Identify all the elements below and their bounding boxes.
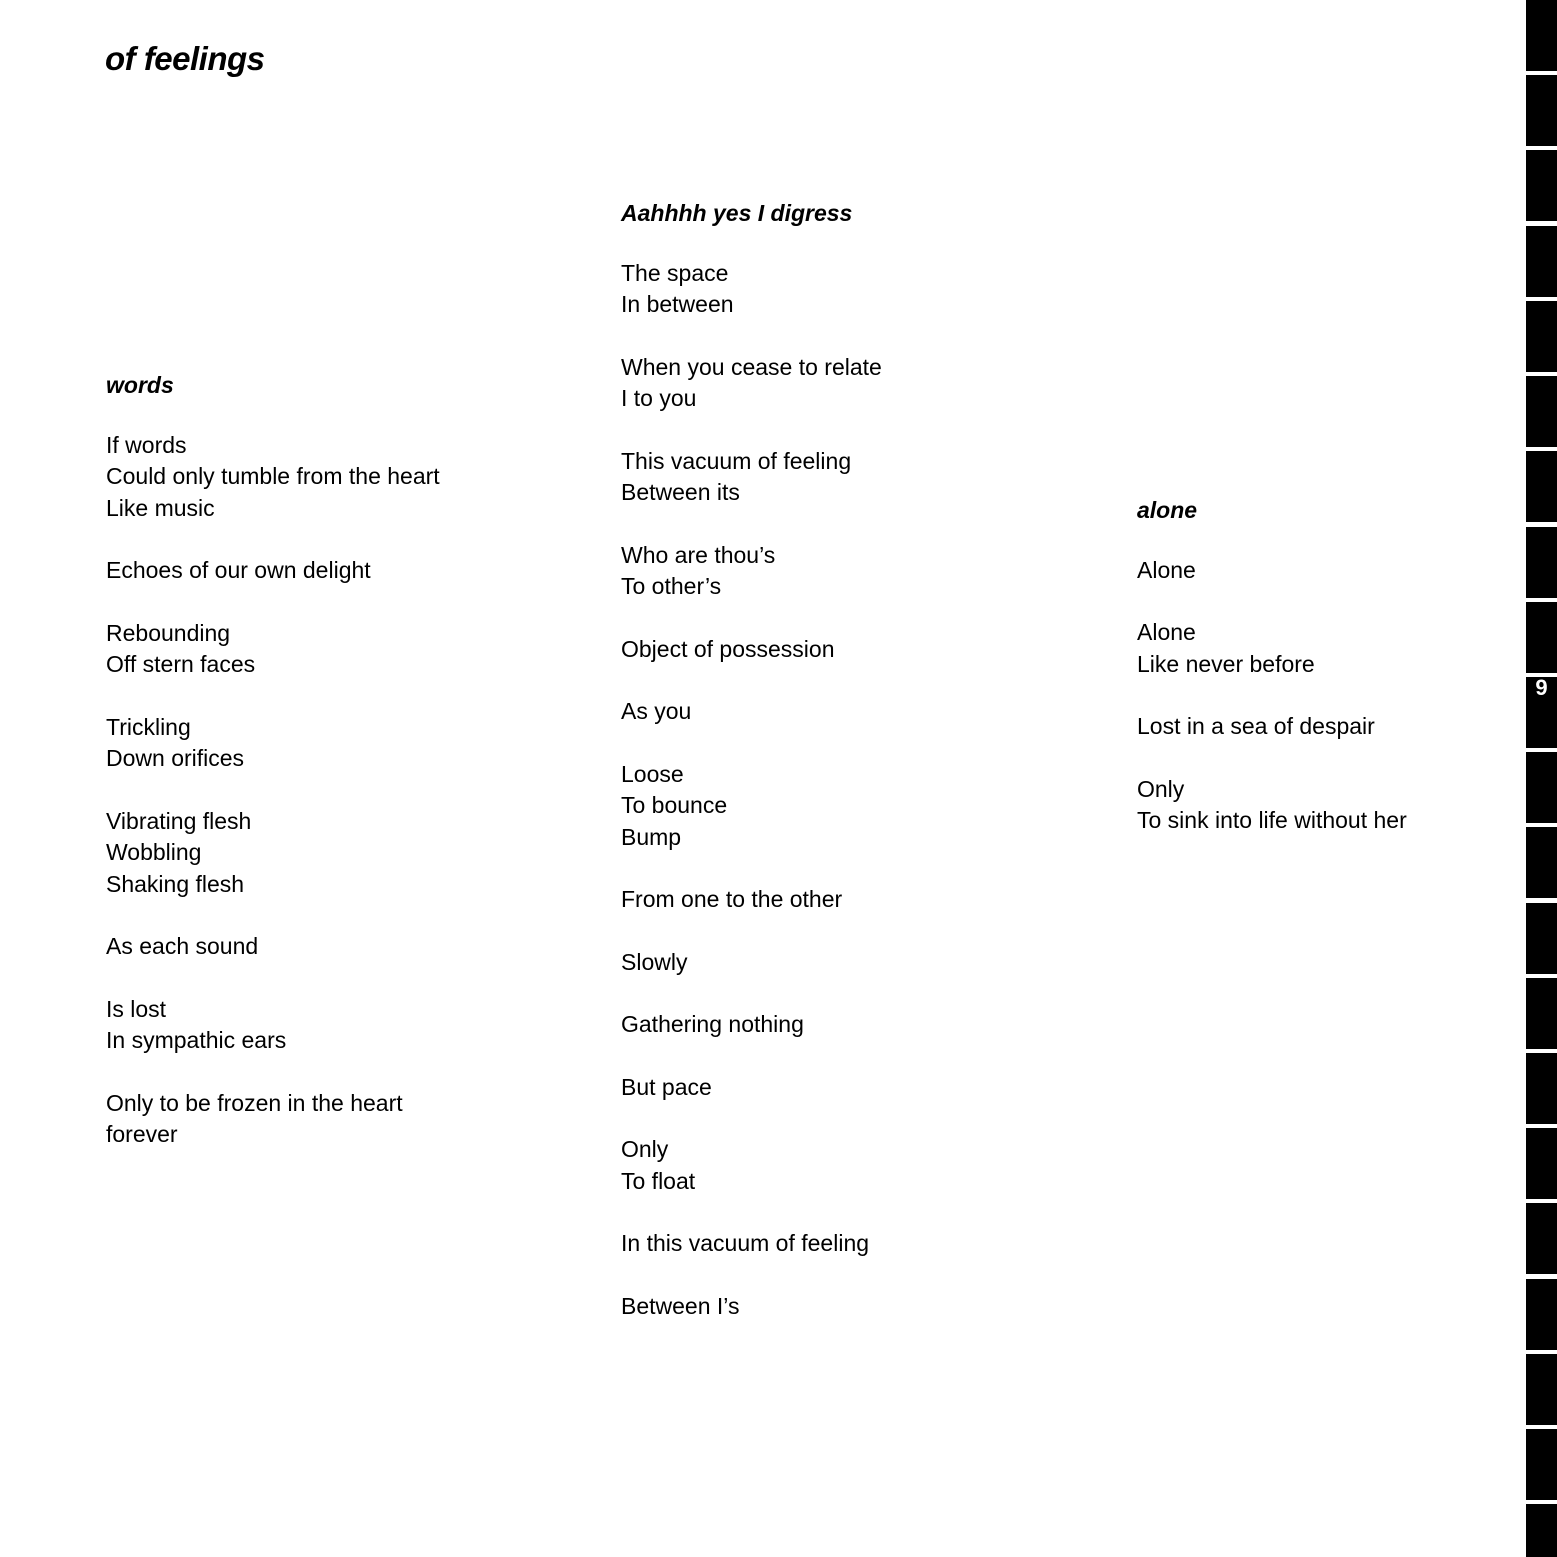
poem-line: Alone — [1137, 619, 1196, 645]
edge-tab — [1526, 0, 1557, 71]
stanza — [621, 634, 882, 666]
stanza — [621, 1134, 882, 1197]
poem-line: To other’s — [621, 573, 722, 599]
poem-line: Between its — [621, 479, 740, 505]
poem-line: Lost in a sea of despair — [1137, 713, 1375, 739]
poem-line: The space — [621, 259, 729, 286]
stanza — [621, 352, 882, 415]
poem-line: To float — [621, 1167, 696, 1194]
poem-line: Only — [1137, 775, 1185, 802]
page-title: of feelings — [105, 40, 265, 77]
edge-tab — [1526, 903, 1557, 974]
stanza — [621, 1072, 882, 1104]
poem-title: words — [106, 372, 174, 398]
stanza — [106, 712, 440, 775]
edge-tab — [1526, 376, 1557, 447]
stanza — [1137, 555, 1407, 587]
stanza — [621, 1009, 882, 1041]
poem-line: When you cease to relate — [621, 353, 882, 380]
poem-line: Loose — [621, 760, 684, 787]
poem-line: Like music — [106, 494, 215, 521]
stanza — [621, 759, 882, 854]
poem-line: Echoes of our own delight — [106, 557, 371, 583]
edge-tab — [1526, 827, 1557, 898]
poem-line: In between — [621, 291, 734, 317]
stanza — [1137, 774, 1407, 837]
stanza — [106, 931, 440, 963]
stanza — [621, 446, 882, 509]
poem-line: If words — [106, 431, 187, 458]
poem-line: Is lost — [106, 995, 167, 1022]
stanza — [106, 555, 440, 587]
poem-body — [1137, 555, 1407, 837]
poem-line: In this vacuum of feeling — [621, 1230, 870, 1256]
poem-line: Who are thou’s — [621, 541, 776, 568]
stanza — [621, 696, 882, 728]
stanza — [621, 947, 882, 979]
poem-line: I to you — [621, 385, 697, 411]
stanza — [621, 540, 882, 603]
poem-line: This vacuum of feeling — [621, 447, 852, 474]
stanza — [106, 806, 440, 901]
poem-title: Aahhhh yes I digress — [621, 200, 853, 226]
poem-line: Vibrating flesh — [106, 807, 252, 834]
edge-tab — [1526, 1504, 1557, 1557]
edge-tab — [1526, 75, 1557, 146]
poem-words — [106, 370, 440, 1151]
stanza — [1137, 711, 1407, 743]
poem-title: alone — [1137, 497, 1198, 523]
edge-tab — [1526, 301, 1557, 372]
stanza — [621, 258, 882, 321]
poem-line: Shaking flesh — [106, 870, 245, 897]
poem-line: Only to be frozen in the heart — [106, 1089, 403, 1116]
poem-line: Only — [621, 1136, 669, 1162]
poem-line: As each sound — [106, 933, 259, 959]
poem-line: In sympathic ears — [106, 1027, 287, 1053]
stanza — [106, 1088, 440, 1151]
poem-line: Like never before — [1137, 650, 1315, 677]
edge-tab — [1526, 1053, 1557, 1124]
poem-line: Bump — [621, 823, 682, 850]
poem-line: Rebounding — [106, 619, 231, 646]
poem-line: Trickling — [106, 713, 191, 740]
edge-tab — [1526, 752, 1557, 823]
edge-tab — [1526, 527, 1557, 598]
edge-tab — [1526, 1429, 1557, 1500]
edge-tab — [1526, 150, 1557, 221]
poem-alone — [1137, 495, 1407, 837]
edge-tab — [1526, 1203, 1557, 1274]
stanza — [106, 618, 440, 681]
page-edge-tabs — [1526, 0, 1557, 1557]
poem-line: But pace — [621, 1073, 712, 1100]
stanza — [621, 884, 882, 916]
edge-tab — [1526, 602, 1557, 673]
stanza — [621, 1291, 882, 1323]
poem-line: Off stern faces — [106, 651, 256, 677]
poem-line: As you — [621, 698, 692, 724]
poem-line: Gathering nothing — [621, 1011, 804, 1037]
poem-line: Could only tumble from the heart — [106, 463, 440, 489]
edge-tab — [1526, 1279, 1557, 1350]
poem-line: To bounce — [621, 792, 728, 818]
poem-line: Between I’s — [621, 1292, 740, 1319]
poem-digress — [621, 198, 882, 1322]
edge-tab — [1526, 1128, 1557, 1199]
stanza — [1137, 617, 1407, 680]
edge-tab — [1526, 451, 1557, 522]
stanza — [106, 994, 440, 1057]
edge-tab — [1526, 226, 1557, 297]
poem-body — [106, 430, 440, 1151]
poem-line: forever — [106, 1121, 178, 1147]
stanza — [621, 1228, 882, 1260]
stanza — [106, 430, 440, 525]
page-number: 9 — [1535, 675, 1548, 700]
poem-line: From one to the other — [621, 886, 843, 912]
poem-line: Wobbling — [106, 839, 202, 865]
edge-tab — [1526, 1354, 1557, 1425]
poem-line: Alone — [1137, 556, 1196, 583]
poem-line: Down orifices — [106, 745, 245, 771]
poem-line: Object of possession — [621, 635, 835, 662]
edge-tab — [1526, 978, 1557, 1049]
poem-line: To sink into life without her — [1137, 807, 1407, 833]
poem-line: Slowly — [621, 948, 688, 975]
poem-body — [621, 258, 882, 1323]
